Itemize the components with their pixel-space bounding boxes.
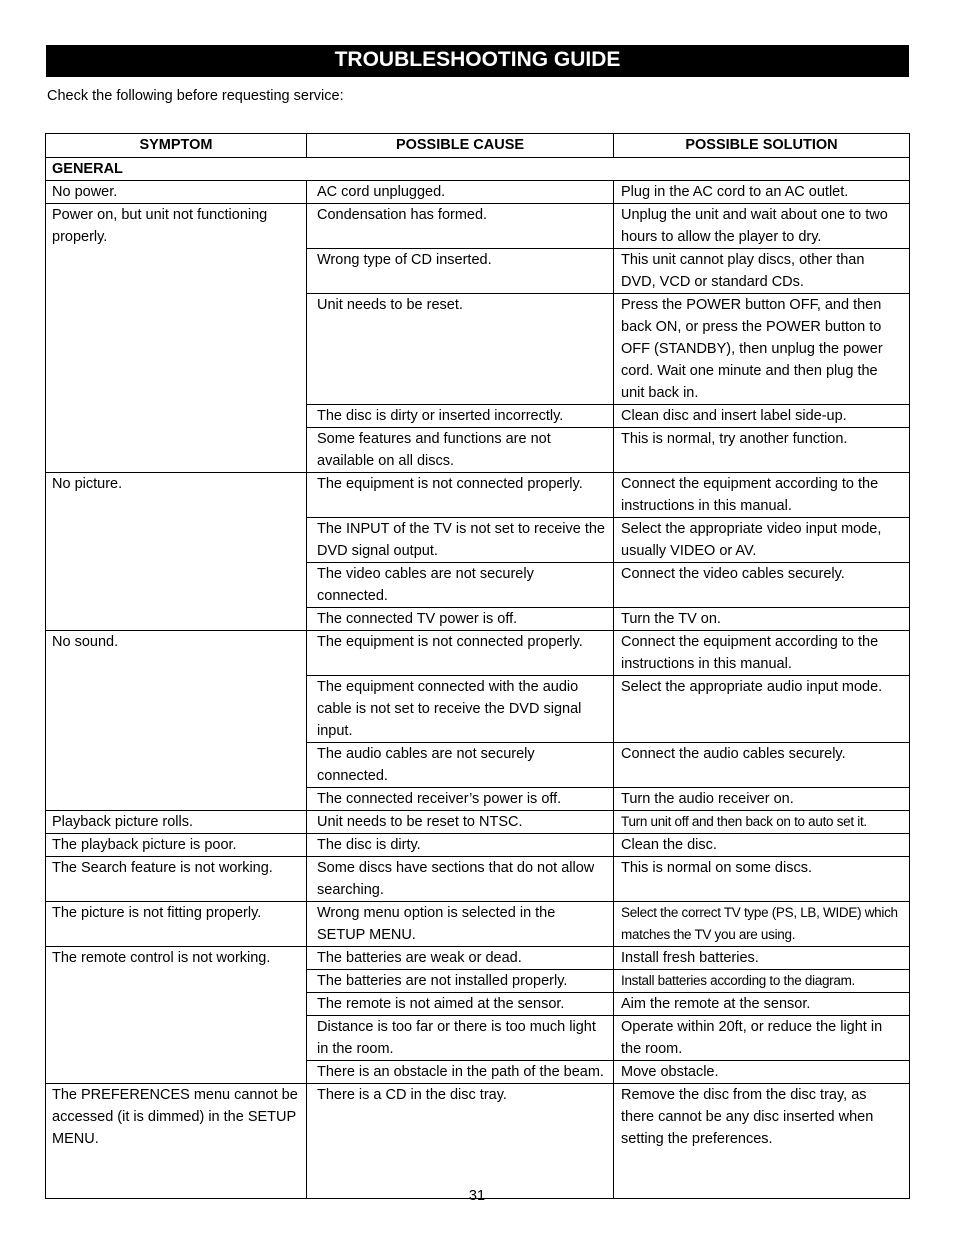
page-title: TROUBLESHOOTING GUIDE — [46, 45, 909, 77]
solution-cell: Connect the audio cables securely. — [614, 743, 910, 788]
solution-cell: This unit cannot play discs, other than DVD, VCD or standard CDs. — [614, 249, 910, 294]
cause-cell: The audio cables are not securely connected. — [307, 743, 614, 788]
cause-cell: The video cables are not securely connected. — [307, 563, 614, 608]
table-header-row — [46, 134, 910, 158]
table-row — [46, 902, 910, 947]
cause-cell: Some features and functions are not available on all discs. — [307, 428, 614, 473]
symptom-cell: Playback picture rolls. — [46, 811, 307, 834]
table-row — [46, 811, 910, 834]
cause-cell: The equipment is not connected properly. — [307, 473, 614, 518]
cause-cell: The disc is dirty or inserted incorrectly. — [307, 405, 614, 428]
cause-cell: The disc is dirty. — [307, 834, 614, 857]
solution-cell: Select the appropriate video input mode, usually VIDEO or AV. — [614, 518, 910, 563]
symptom-cell: The picture is not fitting properly. — [46, 902, 307, 947]
solution-cell: Clean disc and insert label side-up. — [614, 405, 910, 428]
table-row — [46, 1084, 910, 1199]
table-row — [46, 834, 910, 857]
cause-cell: The equipment connected with the audio cable is not set to receive the DVD signal input. — [307, 676, 614, 743]
cause-cell: Unit needs to be reset to NTSC. — [307, 811, 614, 834]
cause-cell: The batteries are not installed properly. — [307, 970, 614, 993]
table-row — [46, 631, 910, 676]
header-cause: POSSIBLE CAUSE — [307, 134, 614, 158]
solution-cell: Install fresh batteries. — [614, 947, 910, 970]
cause-cell: Condensation has formed. — [307, 204, 614, 249]
intro-text: Check the following before requesting service: — [47, 88, 344, 104]
symptom-cell: The PREFERENCES menu cannot be accessed (it is dimmed) in the SETUP MENU. — [46, 1084, 307, 1199]
table-row — [46, 181, 910, 204]
symptom-cell: No picture. — [46, 473, 307, 631]
troubleshooting-table — [45, 133, 910, 1199]
section-row — [46, 158, 910, 181]
cause-cell: AC cord unplugged. — [307, 181, 614, 204]
symptom-cell: The remote control is not working. — [46, 947, 307, 1084]
solution-cell: Connect the video cables securely. — [614, 563, 910, 608]
solution-cell: Unplug the unit and wait about one to two hours to allow the player to dry. — [614, 204, 910, 249]
solution-cell: Operate within 20ft, or reduce the light in the room. — [614, 1016, 910, 1061]
cause-cell: Some discs have sections that do not allow searching. — [307, 857, 614, 902]
table-row — [46, 473, 910, 518]
cause-cell: There is an obstacle in the path of the beam. — [307, 1061, 614, 1084]
cause-cell: The INPUT of the TV is not set to receive the DVD signal output. — [307, 518, 614, 563]
cause-cell: Wrong type of CD inserted. — [307, 249, 614, 294]
section-label: GENERAL — [46, 158, 910, 181]
symptom-cell: Power on, but unit not functioning properly. — [46, 204, 307, 473]
solution-cell: Install batteries according to the diagram. — [614, 970, 910, 993]
header-symptom: SYMPTOM — [46, 134, 307, 158]
symptom-cell: The playback picture is poor. — [46, 834, 307, 857]
page-number: 31 — [468, 1188, 486, 1204]
table-row — [46, 204, 910, 249]
cause-cell: Wrong menu option is selected in the SETUP MENU. — [307, 902, 614, 947]
header-solution: POSSIBLE SOLUTION — [614, 134, 910, 158]
symptom-cell: No power. — [46, 181, 307, 204]
solution-cell: Move obstacle. — [614, 1061, 910, 1084]
solution-cell: Aim the remote at the sensor. — [614, 993, 910, 1016]
solution-cell: Press the POWER button OFF, and then back ON, or press the POWER button to OFF (STANDBY), then unplug the power cord. Wait one minute and then plug the unit back in. — [614, 294, 910, 405]
table-row — [46, 947, 910, 970]
cause-cell: The connected TV power is off. — [307, 608, 614, 631]
cause-cell: The batteries are weak or dead. — [307, 947, 614, 970]
table-row — [46, 857, 910, 902]
cause-cell: The connected receiver’s power is off. — [307, 788, 614, 811]
cause-cell: Distance is too far or there is too much light in the room. — [307, 1016, 614, 1061]
solution-cell: Plug in the AC cord to an AC outlet. — [614, 181, 910, 204]
solution-cell: This is normal, try another function. — [614, 428, 910, 473]
solution-cell: Remove the disc from the disc tray, as there cannot be any disc inserted when setting the preferences. — [614, 1084, 910, 1199]
symptom-cell: The Search feature is not working. — [46, 857, 307, 902]
cause-cell: The remote is not aimed at the sensor. — [307, 993, 614, 1016]
solution-cell: Connect the equipment according to the instructions in this manual. — [614, 473, 910, 518]
solution-cell: Connect the equipment according to the instructions in this manual. — [614, 631, 910, 676]
cause-cell: The equipment is not connected properly. — [307, 631, 614, 676]
solution-cell: Clean the disc. — [614, 834, 910, 857]
solution-cell: Select the correct TV type (PS, LB, WIDE) which matches the TV you are using. — [614, 902, 910, 947]
cause-cell: There is a CD in the disc tray. — [307, 1084, 614, 1199]
solution-cell: This is normal on some discs. — [614, 857, 910, 902]
solution-cell: Turn unit off and then back on to auto set it. — [614, 811, 910, 834]
cause-cell: Unit needs to be reset. — [307, 294, 614, 405]
solution-cell: Turn the audio receiver on. — [614, 788, 910, 811]
solution-cell: Turn the TV on. — [614, 608, 910, 631]
solution-cell: Select the appropriate audio input mode. — [614, 676, 910, 743]
symptom-cell: No sound. — [46, 631, 307, 811]
